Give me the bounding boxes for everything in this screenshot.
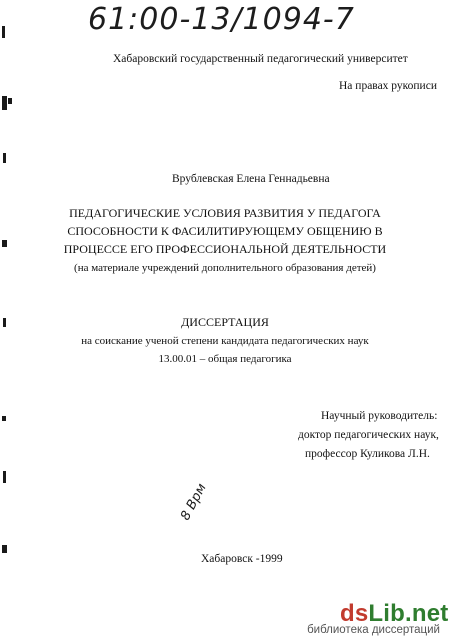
title-line: СПОСОБНОСТИ К ФАСИЛИТИРУЮЩЕМУ ОБЩЕНИЮ В — [67, 224, 383, 238]
scan-mark — [2, 416, 6, 421]
title-subtitle: (на материале учреждений дополнительного образования детей) — [74, 262, 376, 274]
svg-text:dsLib.net: dsLib.net — [340, 600, 449, 627]
dslib-watermark — [307, 597, 450, 639]
dslib-logo-text — [340, 599, 449, 627]
scan-mark — [3, 153, 6, 163]
supervisor-degree: доктор педагогических наук, — [298, 429, 439, 441]
scan-mark — [2, 26, 5, 38]
dissertation-heading: ДИССЕРТАЦИЯ — [181, 315, 269, 329]
handwritten-catalog-code: 61:00-13/1094-7 — [88, 2, 355, 37]
place-year: Хабаровск -1999 — [201, 553, 283, 565]
supervisor-name: профессор Куликова Л.Н. — [305, 448, 430, 460]
specialty-line: 13.00.01 – общая педагогика — [158, 353, 292, 365]
institution-name: Хабаровский государственный педагогический университет — [113, 53, 408, 65]
scan-mark — [3, 471, 6, 483]
title-line: ПЕДАГОГИЧЕСКИЕ УСЛОВИЯ РАЗВИТИЯ У ПЕДАГОГА — [69, 206, 381, 220]
title-line: ПРОЦЕССЕ ЕГО ПРОФЕССИОНАЛЬНОЙ ДЕЯТЕЛЬНОСТИ — [63, 242, 387, 256]
scan-mark — [2, 545, 7, 553]
signature: 8 Врм — [178, 481, 210, 524]
author-name: Врублевская Елена Геннадьевна — [172, 173, 330, 185]
scan-mark — [8, 98, 12, 104]
degree-line: на соискание ученой степени кандидата педагогических наук — [81, 335, 369, 347]
manuscript-note: На правах рукописи — [339, 80, 437, 92]
scan-mark — [2, 96, 7, 110]
dslib-subtitle: библиотека диссертаций — [307, 624, 440, 636]
supervisor-label: Научный руководитель: — [321, 410, 438, 422]
